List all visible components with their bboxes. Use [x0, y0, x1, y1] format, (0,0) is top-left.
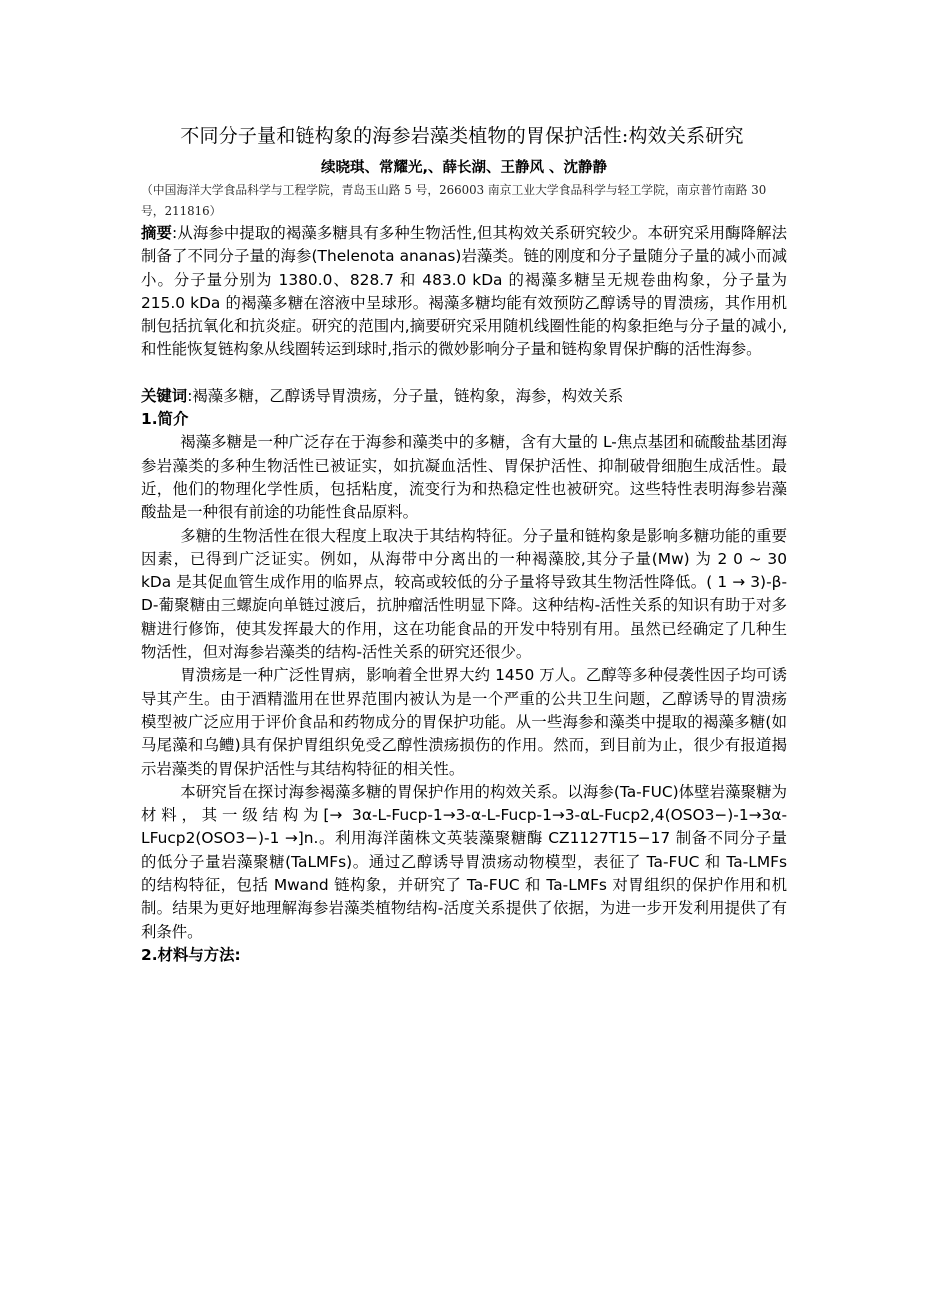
- intro-paragraph-3: 胃溃疡是一种广泛性胃病，影响着全世界大约 1450 万人。乙醇等多种侵袭性因子均可诱导其产生。由于酒精滥用在世界范围内被认为是一个严重的公共卫生问题，乙醇诱导的胃溃疡模型被广泛应用于评价食品和药物成分的胃保护功能。从一些海参和藻类中提取的褐藻多糖(如马尾藻和乌鳢)具有保护胃组织免受乙醇性溃疡损伤的作用。然而，到目前为止，很少有报道揭示岩藻类的胃保护活性与其结构特征的相关性。: [141, 666, 787, 778]
- paper-title: 不同分子量和链构象的海参岩藻类植物的胃保护活性:构效关系研究: [180, 125, 744, 147]
- spacer: [141, 362, 787, 385]
- keywords-text: :褐藻多糖，乙醇诱导胃溃疡，分子量，链构象，海参，构效关系: [187, 386, 624, 405]
- paper-page: [141, 118, 787, 967]
- abstract: [141, 222, 787, 362]
- keywords-label: 关键词: [141, 386, 188, 405]
- intro-paragraph-4: 本研究旨在探讨海参褐藻多糖的胃保护作用的构效关系。以海参(Ta-FUC)体壁岩藻聚糖为材料，其一级结构为[→ 3α-L-Fucp-1→3-α-L-Fucp-1→3-αL-Fucp2,4(OSO3−)-1→3α-LFucp2(OSO3−)-1 →]n.。利用海洋菌株文英装藻聚糖酶 CZ1127T15−17 制备不同分子量的低分子量岩藻聚糖(TaLMFs)。通过乙醇诱导胃溃疡动物模型，表征了 Ta-FUC 和 Ta-LMFs 的结构特征，包括 Mwand 链构象，并研究了 Ta-FUC 和 Ta-LMFs 对胃组织的保护作用和机制。结果为更好地理解海参岩藻类植物结构-活度关系提供了依据，为进一步开发利用提供了有利条件。: [141, 782, 787, 941]
- section-heading-intro: 1.简介: [141, 410, 189, 429]
- author-list: 续晓琪、常耀光,、薛长湖、王静风 、沈静静: [320, 160, 608, 176]
- section-heading-methods: 2.材料与方法:: [141, 945, 241, 964]
- intro-paragraph-1: 褐藻多糖是一种广泛存在于海参和藻类中的多糖，含有大量的 L-焦点基团和硫酸盐基团海参岩藻类的多种生物活性已被证实，如抗凝血活性、胃保护活性、抑制破骨细胞生成活性。最近，他们的物理化学性质，包括粘度，流变行为和热稳定性也被研究。这些特性表明海参岩藻酸盐是一种很有前途的功能性食品原料。: [141, 433, 787, 522]
- abstract-label: 摘要: [141, 224, 173, 242]
- keywords: [141, 385, 787, 408]
- paper-body: [141, 222, 787, 967]
- affiliation: （中国海洋大学食品科学与工程学院，青岛玉山路 5 号，266003 南京工业大学食品科学与轻工学院，南京普竹南路 30 号，211816）: [141, 183, 767, 218]
- intro-paragraph-2: 多糖的生物活性在很大程度上取决于其结构特征。分子量和链构象是影响多糖功能的重要因素，已得到广泛证实。例如，从海带中分离出的一种褐藻胶,其分子量(Mw) 为 2 0 ~ 30 kDa 是其促血管生成作用的临界点，较高或较低的分子量将导致其生物活性降低。( 1 → 3)-β-D-葡聚糖由三螺旋向单链过渡后，抗肿瘤活性明显下降。这种结构-活性关系的知识有助于对多糖进行修饰，使其发挥最大的作用，这在功能食品的开发中特别有用。虽然已经确定了几种生物活性，但对海参岩藻类的结构-活性关系的研究还很少。: [141, 526, 787, 662]
- abstract-text: :从海参中提取的褐藻多糖具有多种生物活性,但其构效关系研究较少。本研究采用酶降解法制备了不同分子量的海参(Thelenota ananas)岩藻类。链的刚度和分子量随分子量的减小而减小。分子量分别为 1380.0、828.7 和 483.0 kDa 的褐藻多糖呈无规卷曲构象，分子量为 215.0 kDa 的褐藻多糖在溶液中呈球形。褐藻多糖均能有效预防乙醇诱导的胃溃疡，其作用机制包括抗氧化和抗炎症。研究的范围内,摘要研究采用随机线圈性能的构象拒绝与分子量的减小,和性能恢复链构象从线圈转运到球时,指示的微妙影响分子量和链构象胃保护酶的活性海参。: [141, 224, 787, 359]
